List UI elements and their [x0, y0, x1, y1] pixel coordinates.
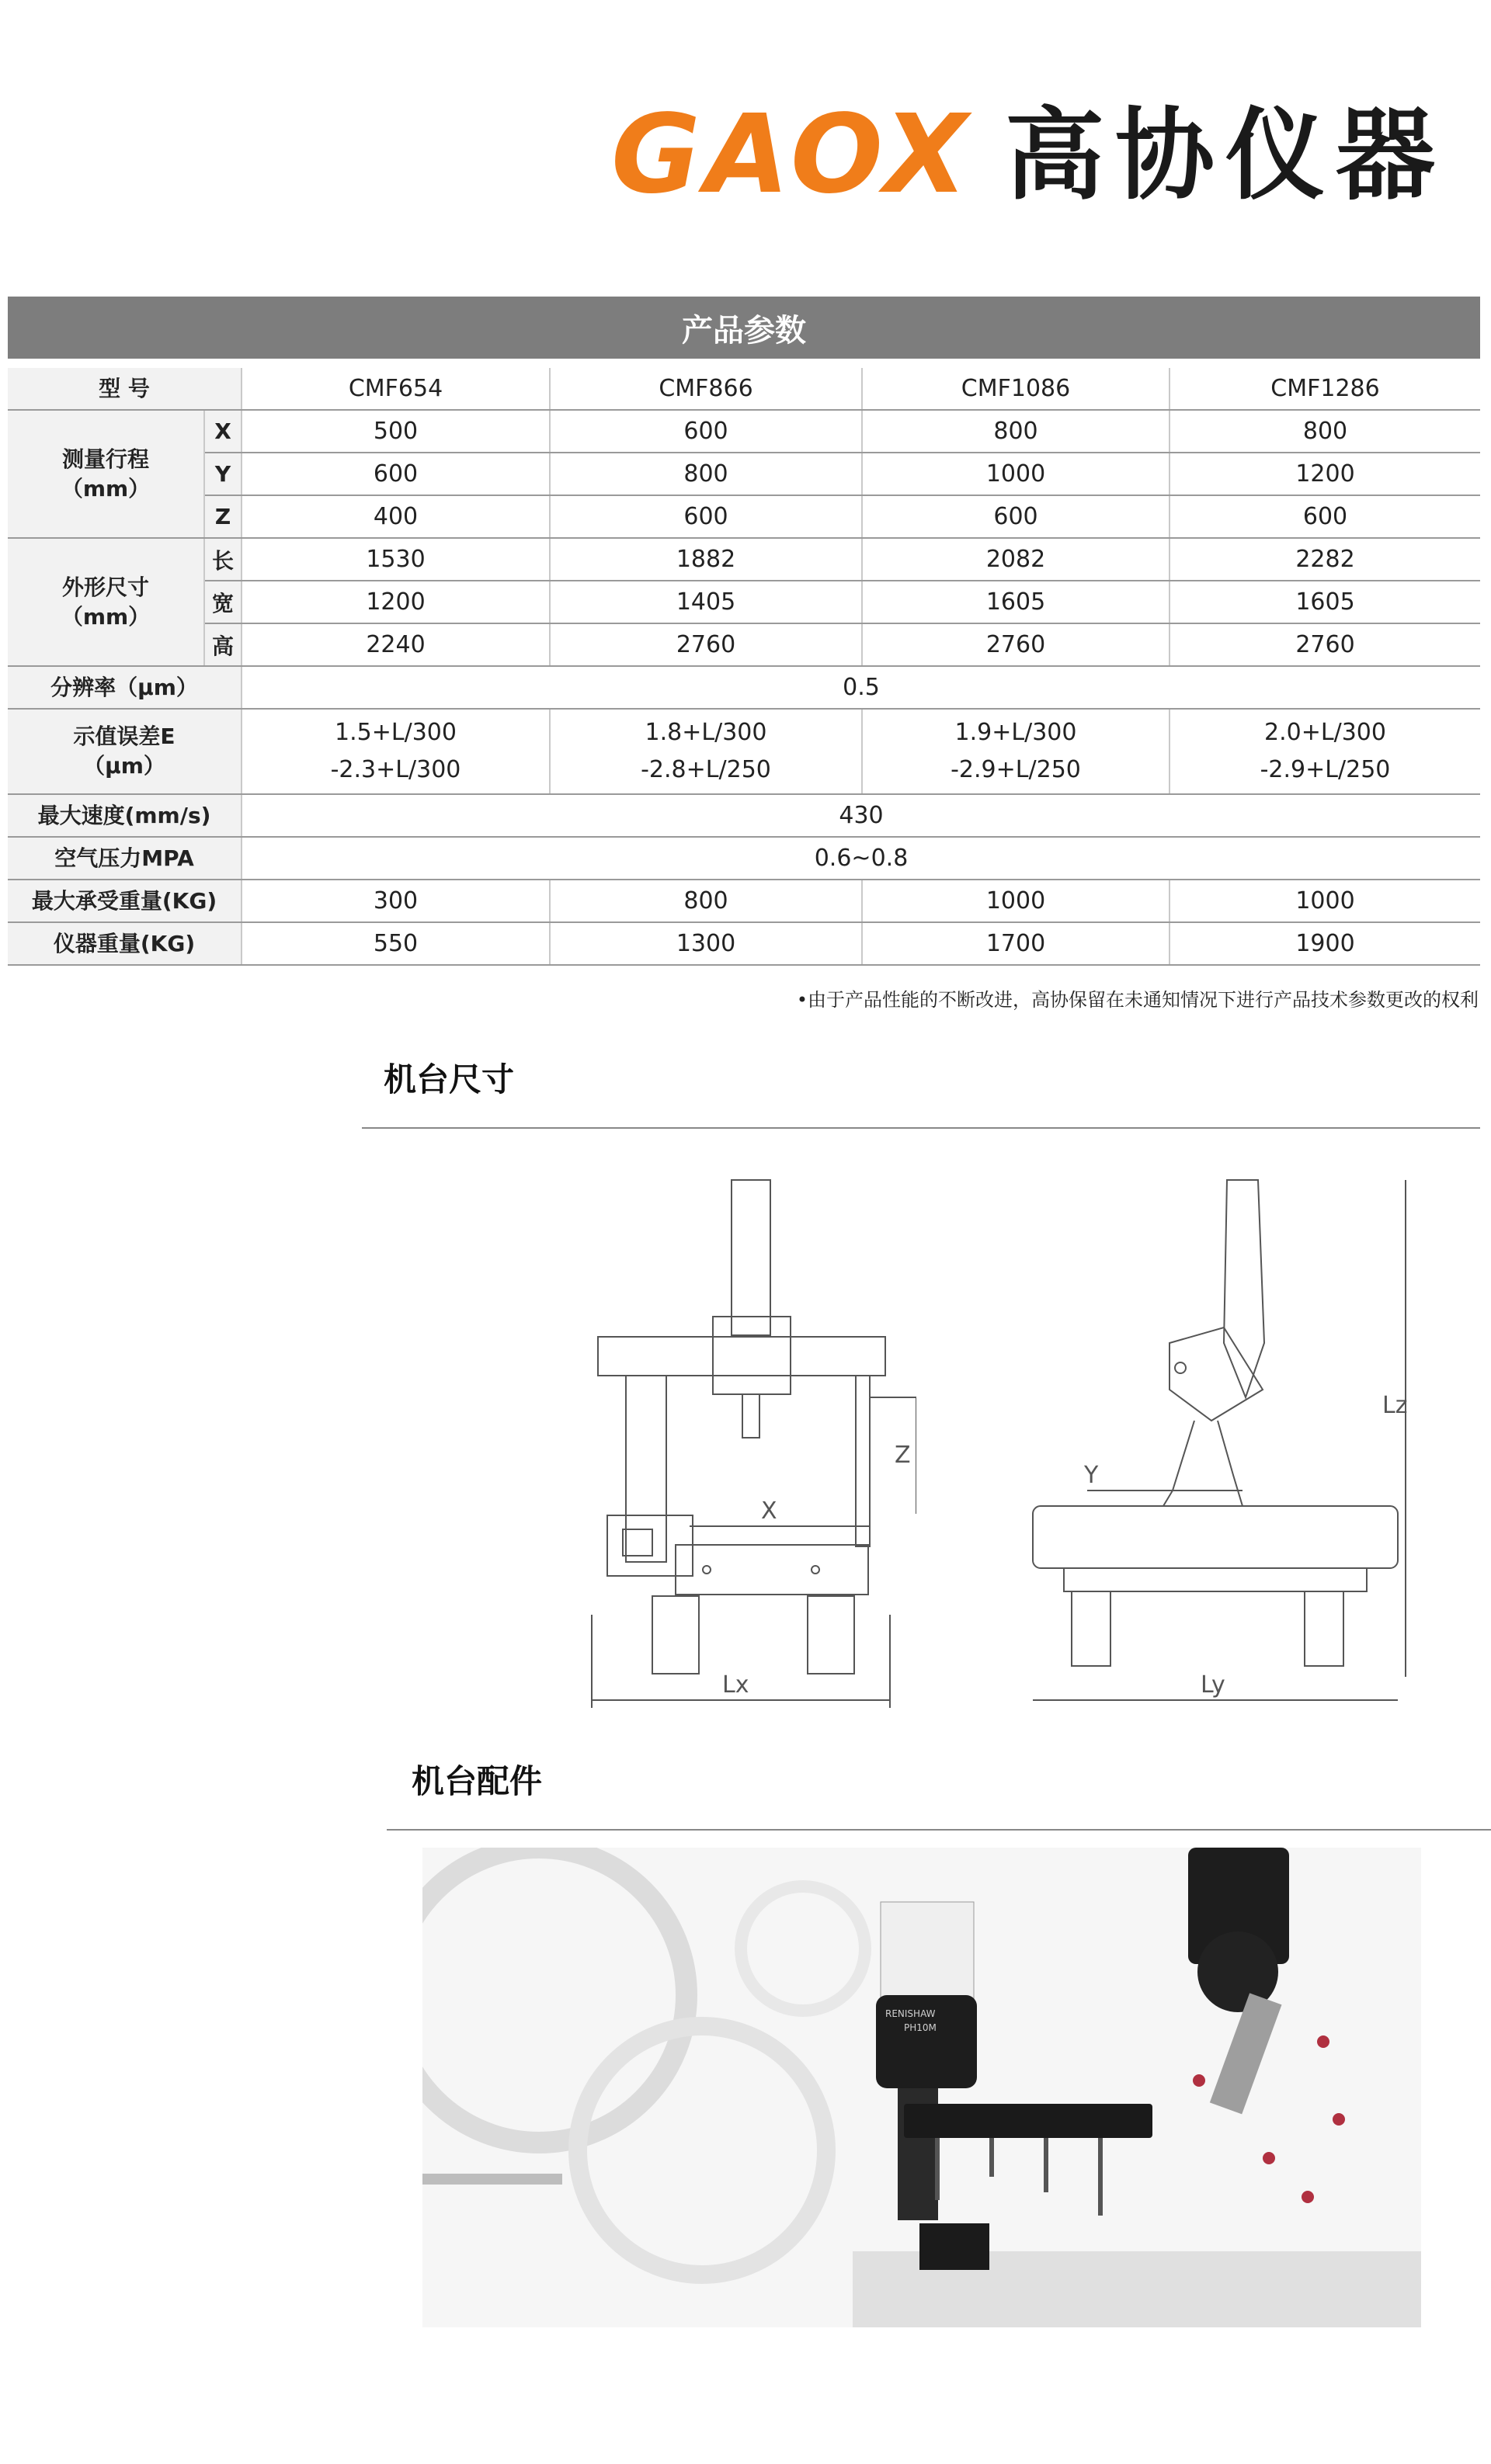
axis-label: Y — [204, 453, 242, 495]
accessories-photo — [422, 1848, 1421, 2327]
table-cell: 600 — [550, 495, 862, 538]
table-cell: 600 — [242, 453, 550, 495]
brand-logo: GAOX — [611, 92, 972, 218]
table-cell: 600 — [862, 495, 1170, 538]
table-cell: 1200 — [1170, 453, 1480, 495]
table-cell: 1300 — [550, 922, 862, 965]
error-label-line2: （μm） — [83, 753, 165, 779]
lz-label: Lz — [1382, 1392, 1408, 1419]
axis-label: X — [204, 410, 242, 453]
table-cell: 1000 — [862, 880, 1170, 922]
stylus-shape — [935, 2138, 940, 2200]
dimensions-divider — [362, 1127, 1480, 1129]
error-line2: -2.8+L/250 — [641, 756, 771, 783]
table-bolt-shape — [812, 1566, 819, 1574]
ruby-ball-shape — [1263, 2152, 1275, 2164]
table-cell: 2082 — [862, 538, 1170, 581]
error-line2: -2.9+L/250 — [951, 756, 1081, 783]
lx-label: Lx — [722, 1671, 749, 1699]
outer-size-label — [8, 538, 204, 666]
table-row — [8, 623, 1480, 666]
max-load-label: 最大承受重量(KG) — [8, 880, 242, 922]
table-cell: 500 — [242, 410, 550, 453]
table-cell: 800 — [862, 410, 1170, 453]
table-cell: 600 — [550, 410, 862, 453]
z-column-shape — [1224, 1180, 1264, 1397]
model-name: CMF1286 — [1170, 368, 1480, 410]
table-cell: 300 — [242, 880, 550, 922]
model-name: CMF654 — [242, 368, 550, 410]
table-row — [8, 581, 1480, 623]
error-cell — [1170, 709, 1480, 794]
stylus-shape — [1044, 2138, 1048, 2192]
table-row-speed — [8, 794, 1480, 837]
max-speed-label: 最大速度(mm/s) — [8, 794, 242, 837]
error-cell — [550, 709, 862, 794]
table-cell: 800 — [550, 453, 862, 495]
error-line1: 1.9+L/300 — [954, 719, 1077, 746]
error-cell — [862, 709, 1170, 794]
axis-label: 高 — [204, 623, 242, 666]
probe-model-label: PH10M — [904, 2022, 937, 2033]
model-name: CMF866 — [550, 368, 862, 410]
max-speed-value: 430 — [242, 794, 1480, 837]
travel-label-line1: 测量行程 — [61, 446, 149, 472]
resolution-label: 分辨率（μm） — [8, 666, 242, 709]
weight-label: 仪器重量(KG) — [8, 922, 242, 965]
table-row-error — [8, 709, 1480, 794]
table-cell: 2282 — [1170, 538, 1480, 581]
table-row-resolution — [8, 666, 1480, 709]
table-row — [8, 495, 1480, 538]
base-frame-shape — [1064, 1568, 1367, 1591]
table-bolt-shape — [703, 1566, 711, 1574]
table-cell: 800 — [1170, 410, 1480, 453]
error-line1: 2.0+L/300 — [1264, 719, 1386, 746]
model-label: 型 号 — [8, 368, 242, 410]
table-row — [8, 410, 1480, 453]
table-cell: 1605 — [862, 581, 1170, 623]
side-view-drawing — [1017, 1164, 1437, 1723]
outer-size-label-line2: （mm） — [61, 603, 151, 630]
probe-head-shape — [1170, 1327, 1263, 1421]
support-leg-shape — [1305, 1591, 1343, 1666]
table-cell: 1000 — [862, 453, 1170, 495]
air-pressure-value: 0.6~0.8 — [242, 837, 1480, 880]
table-cell: 2240 — [242, 623, 550, 666]
table-row — [8, 453, 1480, 495]
travel-label-line2: （mm） — [61, 475, 151, 501]
error-label-line1: 示值误差E — [73, 724, 176, 749]
travel-label — [8, 410, 204, 538]
brand-header — [611, 92, 1446, 218]
table-cell: 1605 — [1170, 581, 1480, 623]
table-row-load — [8, 880, 1480, 922]
stylus-shape — [989, 2138, 994, 2177]
axis-label: 宽 — [204, 581, 242, 623]
spec-note: •由于产品性能的不断改进，高协保留在未通知情况下进行产品技术参数更改的权利 — [796, 989, 1479, 1011]
ruby-ball-shape — [1317, 2035, 1329, 2048]
front-view-drawing — [575, 1164, 916, 1723]
axis-label: Z — [204, 495, 242, 538]
outer-size-label-line1: 外形尺寸 — [61, 574, 149, 600]
z-column-shape — [732, 1180, 770, 1335]
control-panel-shape — [623, 1529, 652, 1556]
support-leg-shape — [808, 1596, 854, 1674]
model-name: CMF1086 — [862, 368, 1170, 410]
company-name: 高协仪器 — [1004, 97, 1446, 213]
left-leg-shape — [626, 1376, 666, 1562]
table-cell: 1700 — [862, 922, 1170, 965]
ruby-ball-shape — [1302, 2191, 1314, 2203]
table-cell: 1405 — [550, 581, 862, 623]
table-cell: 2760 — [550, 623, 862, 666]
table-cell: 1900 — [1170, 922, 1480, 965]
error-label — [8, 709, 242, 794]
table-row-air — [8, 837, 1480, 880]
probe-brand-label: RENISHAW — [885, 2008, 936, 2019]
stylus-shape — [1098, 2138, 1103, 2216]
error-line2: -2.9+L/250 — [1260, 756, 1391, 783]
bridge-beam-shape — [598, 1337, 885, 1376]
error-cell — [242, 709, 550, 794]
carriage-shape — [713, 1317, 791, 1394]
y-label: Y — [1084, 1462, 1099, 1489]
error-line1: 1.5+L/300 — [335, 719, 457, 746]
table-row-model — [8, 368, 1480, 410]
air-pressure-label: 空气压力MPA — [8, 837, 242, 880]
probe-head-housing-shape — [881, 1902, 974, 2003]
support-leg-shape — [1072, 1591, 1110, 1666]
table-row — [8, 538, 1480, 581]
bridge-support-shape — [1163, 1421, 1242, 1506]
dimensions-title: 机台尺寸 — [384, 1060, 515, 1098]
table-cell: 2760 — [862, 623, 1170, 666]
table-cell: 1530 — [242, 538, 550, 581]
head-indicator-shape — [1175, 1362, 1186, 1373]
table-cell: 800 — [550, 880, 862, 922]
probe-base-shape — [919, 2223, 989, 2270]
x-label: X — [761, 1497, 777, 1525]
stylus-rack-shape — [904, 2104, 1152, 2138]
accessories-title: 机台配件 — [412, 1762, 543, 1800]
axis-label: 长 — [204, 538, 242, 581]
spec-table-title: 产品参数 — [8, 297, 1480, 359]
error-line1: 1.8+L/300 — [645, 719, 767, 746]
error-line2: -2.3+L/300 — [330, 756, 461, 783]
granite-table-shape — [676, 1545, 868, 1595]
probe-shaft-shape — [742, 1394, 759, 1438]
resolution-value: 0.5 — [242, 666, 1480, 709]
ruby-ball-shape — [1193, 2074, 1205, 2087]
table-row-weight — [8, 922, 1480, 965]
ly-label: Ly — [1201, 1671, 1225, 1699]
granite-table-shape — [1033, 1506, 1398, 1568]
accessories-divider — [387, 1829, 1491, 1831]
support-leg-shape — [652, 1596, 699, 1674]
table-cell: 550 — [242, 922, 550, 965]
ruby-ball-shape — [1333, 2113, 1345, 2126]
decorative-strip-shape — [422, 2174, 562, 2185]
table-cell: 600 — [1170, 495, 1480, 538]
right-rail-shape — [856, 1376, 870, 1546]
table-cell: 1000 — [1170, 880, 1480, 922]
spec-table — [8, 368, 1480, 966]
table-cell: 1882 — [550, 538, 862, 581]
table-cell: 2760 — [1170, 623, 1480, 666]
z-label: Z — [895, 1442, 911, 1469]
table-cell: 400 — [242, 495, 550, 538]
table-cell: 1200 — [242, 581, 550, 623]
